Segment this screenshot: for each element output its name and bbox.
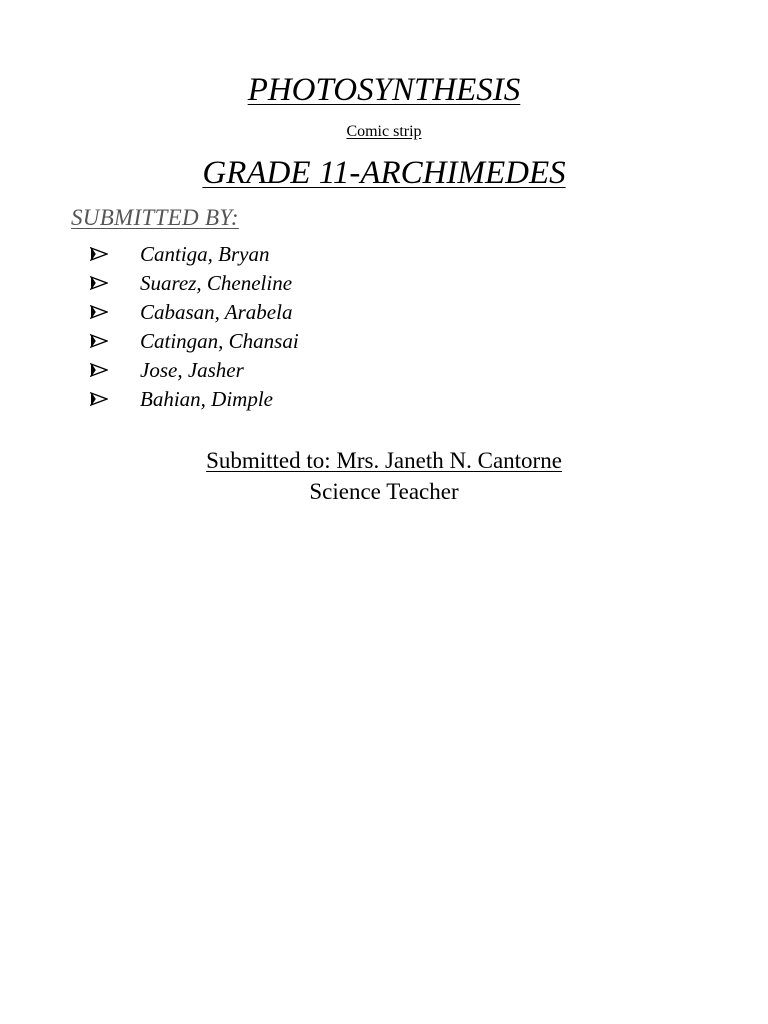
member-name: Jose, Jasher — [140, 358, 244, 382]
arrowhead-bullet-icon — [88, 356, 112, 385]
document-subtitle: Comic strip — [346, 123, 422, 140]
arrowhead-bullet-icon — [88, 240, 112, 269]
grade-section-heading: GRADE 11-ARCHIMEDES — [202, 155, 566, 191]
submitted-by-label: SUBMITTED BY: — [71, 205, 239, 230]
arrowhead-bullet-icon — [88, 385, 112, 414]
member-name: Catingan, Chansai — [140, 329, 299, 353]
member-name: Suarez, Cheneline — [140, 271, 293, 295]
submitted-to-line: Submitted to: Mrs. Janeth N. Cantorne — [206, 448, 562, 473]
arrowhead-bullet-icon — [88, 298, 112, 327]
document-title: PHOTOSYNTHESIS — [247, 72, 521, 108]
member-name: Bahian, Dimple — [140, 387, 273, 411]
arrowhead-bullet-icon — [88, 269, 112, 298]
member-name: Cantiga, Bryan — [140, 242, 270, 266]
arrowhead-bullet-icon — [88, 327, 112, 356]
member-name: Cabasan, Arabela — [140, 300, 293, 324]
teacher-role: Science Teacher — [309, 479, 459, 504]
